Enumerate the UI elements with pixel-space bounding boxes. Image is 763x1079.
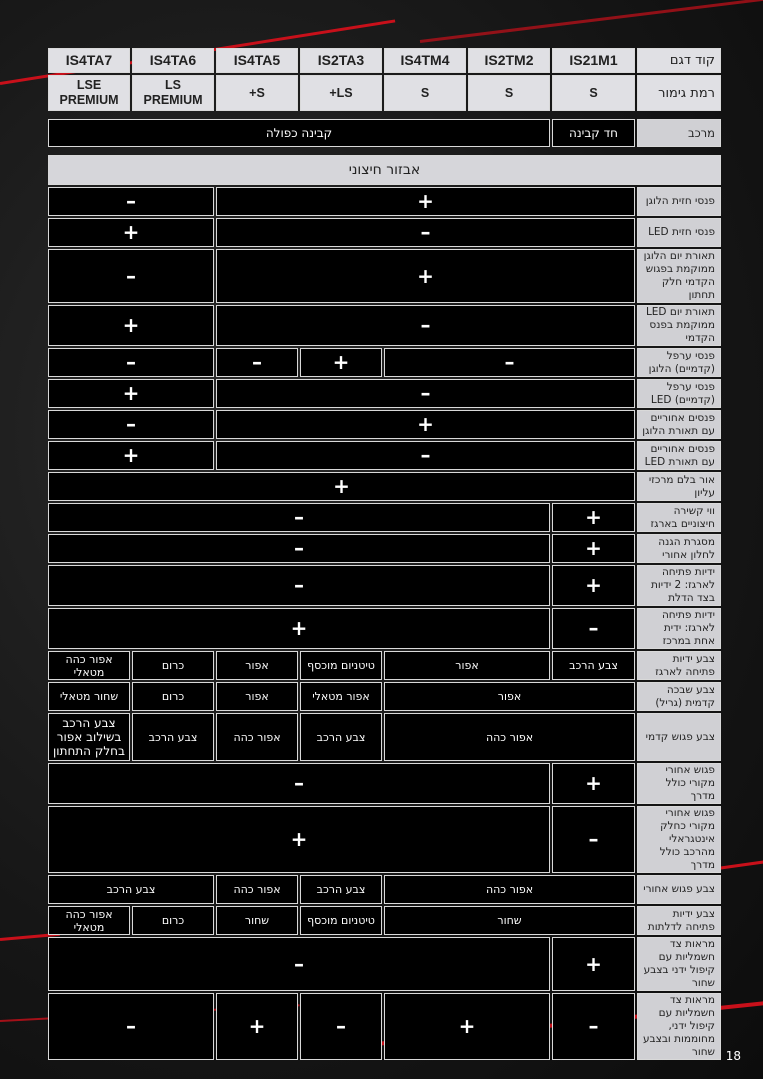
row-label: פנסי חזית LED	[637, 218, 721, 247]
feature-value: +	[48, 305, 214, 346]
row-label: ידיות פתיחה לארגז: ידית אחת במרכז	[637, 608, 721, 649]
model-code-row	[48, 48, 721, 73]
table-row	[48, 534, 721, 563]
table-row	[48, 806, 721, 873]
table-row	[48, 682, 721, 711]
feature-value: +	[552, 503, 635, 532]
row-label: פגוש אחורי מקורי כולל מדרך	[637, 763, 721, 804]
feature-value: –	[552, 806, 635, 873]
table-row	[48, 763, 721, 804]
table-row	[48, 875, 721, 904]
feature-value: –	[48, 993, 214, 1060]
feature-value: אפור מטאלי	[300, 682, 382, 711]
table-row	[48, 993, 721, 1060]
feature-value: +	[48, 379, 214, 408]
feature-value: –	[552, 993, 635, 1060]
trim-level: LS+	[300, 75, 382, 111]
row-label: ידיות פתיחה לארגז: 2 ידיות בצד הדלת	[637, 565, 721, 606]
trim-level: S	[468, 75, 550, 111]
feature-value: אפור כהה	[384, 713, 635, 761]
feature-value: –	[48, 249, 214, 303]
feature-value: +	[216, 187, 635, 216]
feature-value: +	[216, 993, 298, 1060]
feature-value: +	[552, 534, 635, 563]
feature-value: כרום	[132, 651, 214, 680]
trim-level-label: רמת גימור	[637, 75, 721, 111]
feature-value: –	[48, 565, 550, 606]
feature-value: –	[216, 218, 635, 247]
row-label: צבע ידיות פתיחה לארגז	[637, 651, 721, 680]
row-label: פנסים אחוריים עם תאורת הלוגן	[637, 410, 721, 439]
table-row	[48, 472, 721, 501]
table-row	[48, 187, 721, 216]
section-header-row	[48, 155, 721, 185]
row-label: צבע שבכה קדמית (גריל)	[637, 682, 721, 711]
feature-value: אפור	[384, 682, 635, 711]
row-label: מראות צד חשמליות עם קיפול ידני, מחוממות ובצבע שחור	[637, 993, 721, 1060]
feature-value: טיטניום מוכסף	[300, 906, 382, 935]
feature-value: +	[48, 608, 550, 649]
row-label: מסגרת הגנה לחלון אחורי	[637, 534, 721, 563]
page-number: 18	[725, 1049, 741, 1063]
feature-value: +	[48, 806, 550, 873]
row-label: מראות צד חשמליות עם קיפול ידני בצבע שחור	[637, 937, 721, 991]
feature-value: +	[216, 410, 635, 439]
feature-value: –	[48, 410, 214, 439]
feature-value: +	[216, 249, 635, 303]
table-row	[48, 379, 721, 408]
feature-value: +	[48, 472, 635, 501]
feature-value: כרום	[132, 682, 214, 711]
feature-value: צבע הרכב	[132, 713, 214, 761]
model-code: IS21M1	[552, 48, 635, 73]
trim-level: S+	[216, 75, 298, 111]
feature-value: –	[48, 187, 214, 216]
feature-value: צבע הרכב	[300, 713, 382, 761]
feature-value: אפור כהה	[384, 875, 635, 904]
row-label: תאורת יום הלוגן ממוקמת בפגוש הקדמי חלק תחתון	[637, 249, 721, 303]
feature-value: שחור	[384, 906, 635, 935]
model-code: IS2TM2	[468, 48, 550, 73]
feature-value: –	[552, 608, 635, 649]
model-code: IS4TA5	[216, 48, 298, 73]
feature-value: כרום	[132, 906, 214, 935]
feature-value: אפור כהה	[216, 713, 298, 761]
feature-value: –	[216, 379, 635, 408]
feature-value: +	[552, 763, 635, 804]
feature-value: צבע הרכב	[552, 651, 635, 680]
row-label: תאורת יום LED ממוקמת בפנס הקדמי	[637, 305, 721, 346]
feature-value: –	[48, 763, 550, 804]
feature-value: אפור כהה מטאלי	[48, 651, 130, 680]
table-row	[48, 608, 721, 649]
trim-level: LSE PREMIUM	[48, 75, 130, 111]
feature-value: –	[384, 348, 635, 377]
row-label: צבע ידיות פתיחה לדלתות	[637, 906, 721, 935]
feature-value: +	[48, 441, 214, 470]
row-label: פנסי חזית הלוגן	[637, 187, 721, 216]
row-label: צבע פגוש קדמי	[637, 713, 721, 761]
feature-value: –	[48, 348, 214, 377]
model-code: IS4TA7	[48, 48, 130, 73]
feature-value: +	[552, 565, 635, 606]
trim-level: S	[384, 75, 466, 111]
feature-value: –	[300, 993, 382, 1060]
model-code: IS2TA3	[300, 48, 382, 73]
model-code-label: קוד דגם	[637, 48, 721, 73]
feature-value: –	[216, 348, 298, 377]
table-row	[48, 305, 721, 346]
feature-value: +	[300, 348, 382, 377]
spec-sheet	[46, 46, 717, 1062]
row-label: פגוש אחורי מקורי כחלק אינטגראלי מהרכב כולל מדרך	[637, 806, 721, 873]
row-label: פנסים אחוריים עם תאורת LED	[637, 441, 721, 470]
trim-level: LS PREMIUM	[132, 75, 214, 111]
feature-value: –	[216, 441, 635, 470]
row-label: פנסי ערפל (קדמיים) הלוגן	[637, 348, 721, 377]
table-row	[48, 565, 721, 606]
section-title: אבזור חיצוני	[48, 155, 721, 185]
table-row	[48, 503, 721, 532]
feature-value: אפור	[384, 651, 550, 680]
exterior-equipment-table	[46, 46, 723, 1062]
row-label: צבע פגוש אחורי	[637, 875, 721, 904]
body-type-label: מרכב	[637, 119, 721, 147]
table-row	[48, 937, 721, 991]
feature-value: –	[48, 534, 550, 563]
row-label: אור בלם מרכזי עליון	[637, 472, 721, 501]
feature-value: אפור	[216, 682, 298, 711]
trim-level-row	[48, 75, 721, 111]
feature-value: צבע הרכב	[300, 875, 382, 904]
feature-value: טיטניום מוכסף	[300, 651, 382, 680]
feature-value: +	[384, 993, 550, 1060]
table-row	[48, 249, 721, 303]
model-code: IS4TA6	[132, 48, 214, 73]
single-cab-cell: חד קבינה	[552, 119, 635, 147]
feature-value: –	[48, 937, 550, 991]
table-row	[48, 218, 721, 247]
feature-value: +	[48, 218, 214, 247]
feature-value: אפור כהה מטאלי	[48, 906, 130, 935]
double-cab-cell: קבינה כפולה	[48, 119, 550, 147]
feature-value: +	[552, 937, 635, 991]
feature-value: –	[48, 503, 550, 532]
feature-value: שחור	[216, 906, 298, 935]
row-label: ווי קשירה חיצוניים בארגז	[637, 503, 721, 532]
table-row	[48, 906, 721, 935]
feature-value: –	[216, 305, 635, 346]
row-label: פנסי ערפל (קדמיים) LED	[637, 379, 721, 408]
feature-value: צבע הרכב בשילוב אפור בחלק התחתון	[48, 713, 130, 761]
trim-level: S	[552, 75, 635, 111]
feature-value: צבע הרכב	[48, 875, 214, 904]
feature-value: שחור מטאלי	[48, 682, 130, 711]
feature-value: אפור	[216, 651, 298, 680]
table-row	[48, 651, 721, 680]
table-row	[48, 441, 721, 470]
feature-value: אפור כהה	[216, 875, 298, 904]
table-row	[48, 410, 721, 439]
table-row	[48, 348, 721, 377]
table-row	[48, 713, 721, 761]
model-code: IS4TM4	[384, 48, 466, 73]
body-type-row	[48, 119, 721, 147]
